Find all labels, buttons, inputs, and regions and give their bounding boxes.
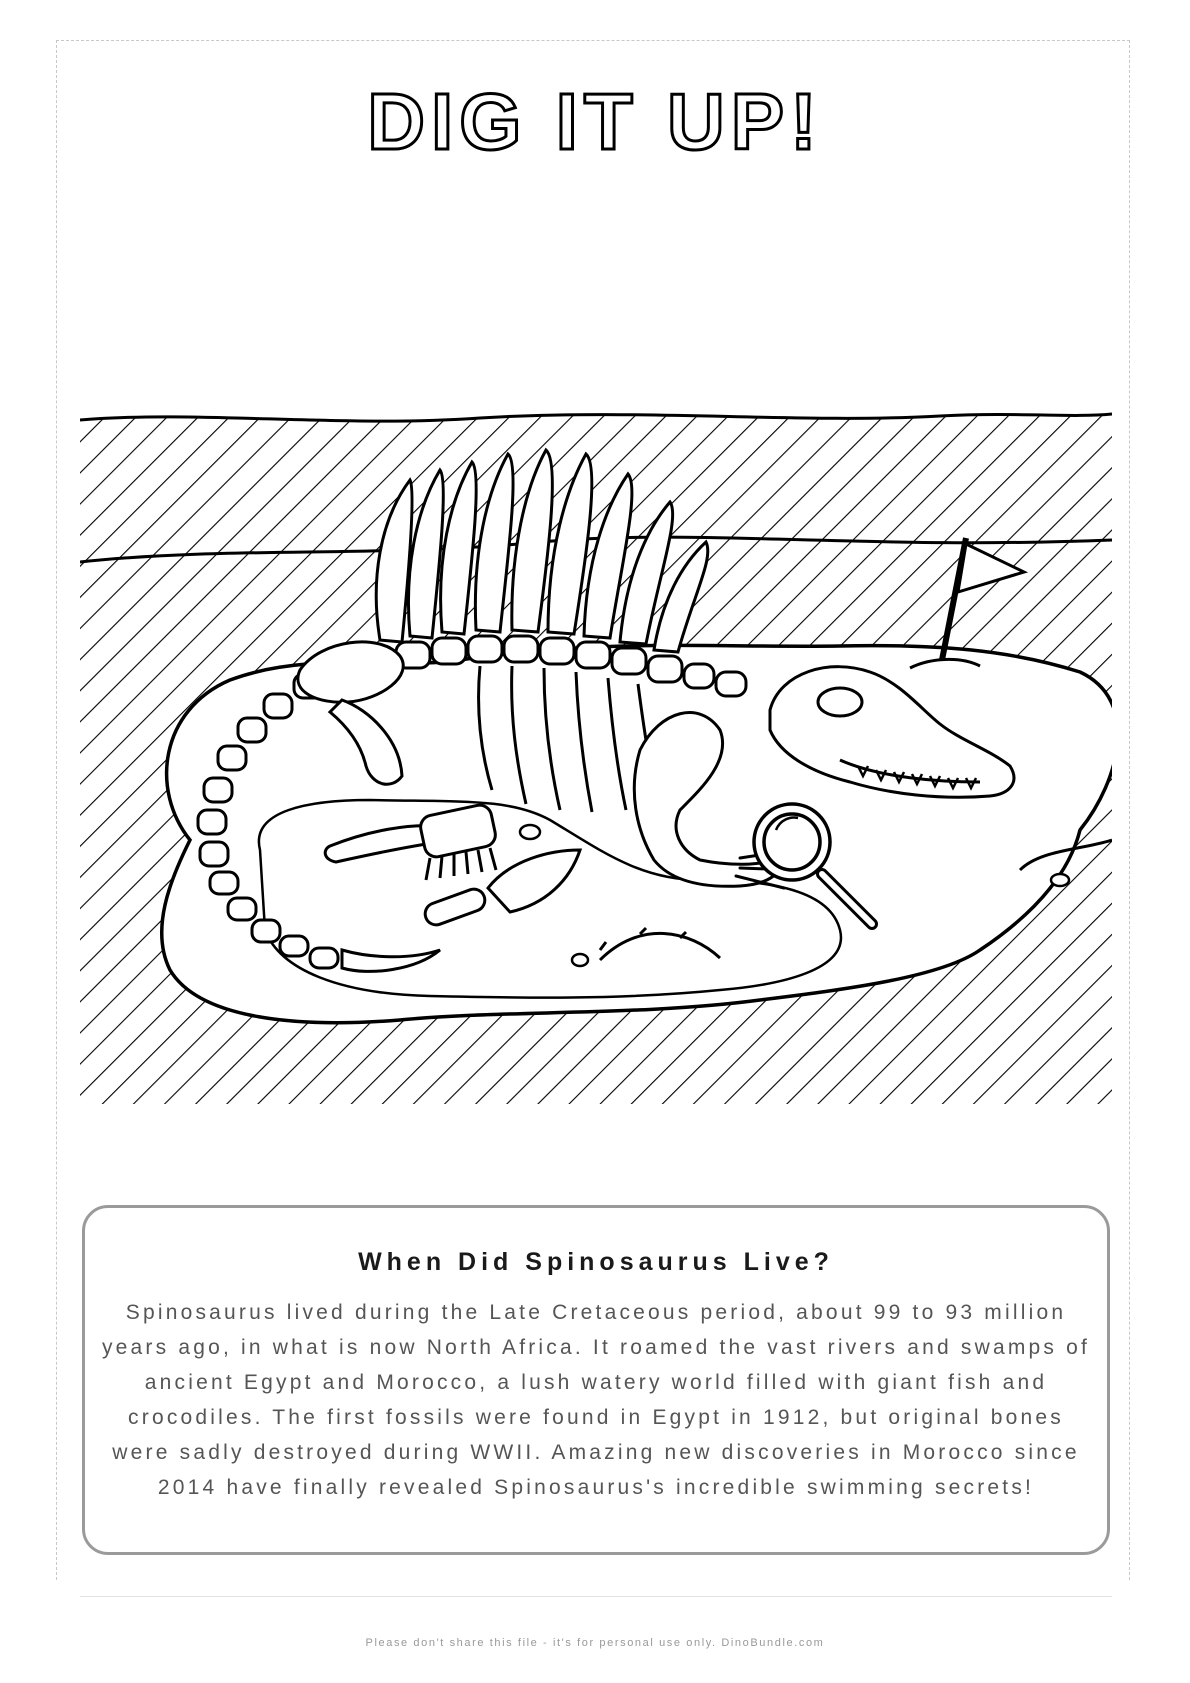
- info-heading: When Did Spinosaurus Live?: [358, 1248, 834, 1276]
- footer-notice: Please don't share this file - it's for personal use only. DinoBundle.com: [365, 1637, 825, 1649]
- info-body: Spinosaurus lived during the Late Cretaceous period, about 99 to 93 million years ago, in what is now North Africa. It roamed the vast rivers and swamps of ancient Egypt and Morocco, a lush watery world filled with giant fish and crocodiles. The first fossils were found in Egypt in 1912, but original bones were sadly destroyed during WWII. Amazing new discoveries in Morocco since 2014 have finally revealed Spinosaurus's incredible swimming secrets!: [101, 1301, 1091, 1499]
- fossil-illustration: [80, 410, 1112, 1104]
- info-box: [82, 1205, 1110, 1555]
- footer-divider: [80, 1596, 1112, 1597]
- page-title: DIG IT UP!: [367, 77, 823, 166]
